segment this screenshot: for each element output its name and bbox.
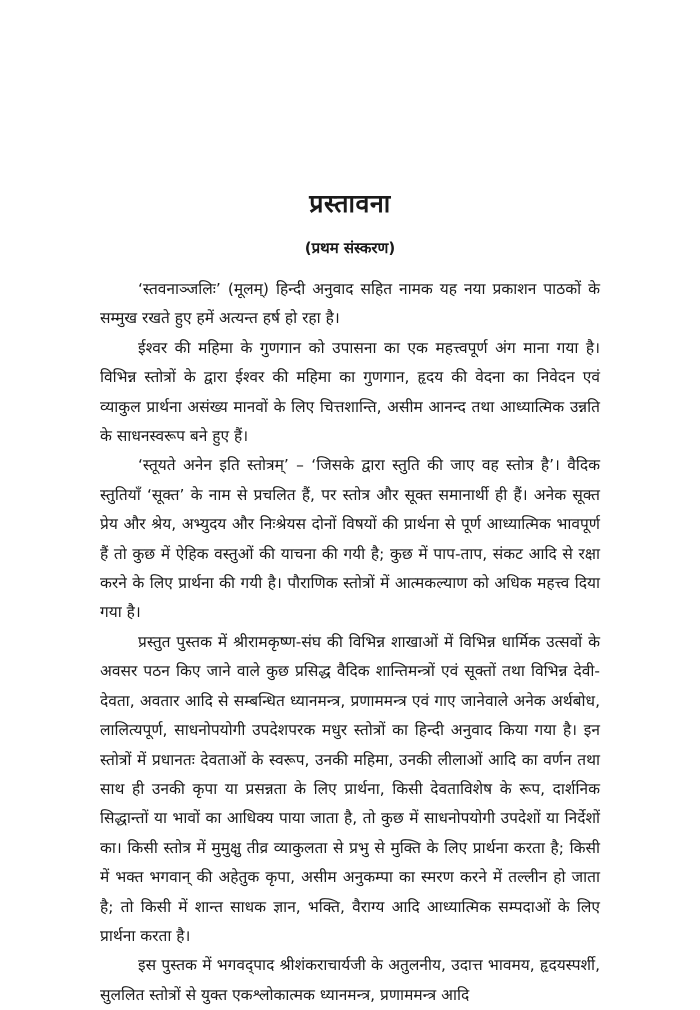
paragraph: ईश्वर की महिमा के गुणगान को उपासना का एक महत्त्वपूर्ण अंग माना गया है। विभिन्न स्तोत्रों के द्वारा ईश्वर की महिमा का गुणगान, हृदय की वेदना का निवेदन एवं व्याकुल प्रार्थना असंख्य मानवों के लिए चित्तशान्ति, असीम आनन्द तथा आध्यात्मिक उन्नति के साधनस्वरूप बने हुए हैं। <box>100 338 600 446</box>
body-text <box>100 275 600 1010</box>
paragraph: ‘स्तवनाञ्जलिः’ (मूलम्) हिन्दी अनुवाद सहित नामक यह नया प्रकाशन पाठकों के सम्मुख रखते हुए हमें अत्यन्त हर्ष हो रहा है। <box>100 280 600 328</box>
paragraph: इस पुस्तक में भगवद्पाद श्रीशंकराचार्यजी के अतुलनीय, उदात्त भावमय, हृदयस्पर्शी, सुललित स्तोत्रों से युक्त एकश्लोकात्मक ध्यानमन्त्र, प्रणाममन्त्र आदि <box>100 956 600 1004</box>
edition-subtitle: (प्रथम संस्करण) <box>304 239 396 257</box>
paragraph: ‘स्तूयते अनेन इति स्तोत्रम्’ – ‘जिसके द्वारा स्तुति की जाए वह स्तोत्र है’। वैदिक स्तुतियाँ ‘सूक्त’ के नाम से प्रचलित हैं, पर स्तोत्र और सूक्त समानार्थी ही हैं। अनेक सूक्त प्रेय और श्रेय, अभ्युदय और निःश्रेयस दोनों विषयों की प्रार्थना से पूर्ण आध्यात्मिक भावपूर्ण हैं तो कुछ में ऐहिक वस्तुओं की याचना की गयी है; कुछ में पाप-ताप, संकट आदि से रक्षा करने के लिए प्रार्थना की गयी है। पौराणिक स्तोत्रों में आत्मकल्याण को अधिक महत्त्व दिया गया है। <box>100 456 600 622</box>
paragraph: प्रस्तुत पुस्तक में श्रीरामकृष्ण-संघ की विभिन्न शाखाओं में विभिन्न धार्मिक उत्सवों के अवसर पठन किए जाने वाले कुछ प्रसिद्ध वैदिक शान्तिमन्त्रों एवं सूक्तों तथा विभिन्न देवी-देवता, अवतार आदि से सम्बन्धित ध्यानमन्त्र, प्रणाममन्त्र एवं गाए जानेवाले अनेक अर्थबोध, लालित्यपूर्ण, साधनोपयोगी उपदेशपरक मधुर स्तोत्रों का हिन्दी अनुवाद किया गया है। इन स्तोत्रों में प्रधानतः देवताओं के स्वरूप, उनकी महिमा, उनकी लीलाओं आदि का वर्णन तथा साथ ही उनकी कृपा या प्रसन्नता के लिए प्रार्थना, किसी देवताविशेष के रूप, दार्शनिक सिद्धान्तों या भावों का आधिक्य पाया जाता है, तो कुछ में साधनोपयोगी उपदेशों या निर्देशों का। किसी स्तोत्र में मुमुक्षु तीव्र व्याकुलता से प्रभु से मुक्ति के लिए प्रार्थना करता है; किसी में भक्त भगवान् की अहेतुक कृपा, असीम अनुकम्पा का स्मरण करने में तल्लीन हो जाता है; तो किसी में शान्त साधक ज्ञान, भक्ति, वैराग्य आदि आध्यात्मिक सम्पदाओं के लिए प्रार्थना करता है। <box>100 632 600 945</box>
page-title: प्रस्तावना <box>309 189 391 218</box>
